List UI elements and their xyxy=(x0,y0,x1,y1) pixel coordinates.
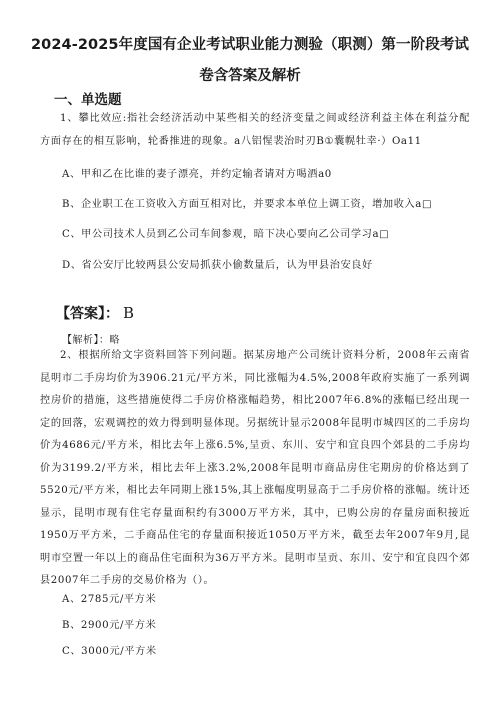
question-2-text: 2、根据所给文字资料回答下列问题。据某房地产公司统计资料分析，2008年云南省昆明市二手房均价为3906.21元/平方米，同比涨幅为4.5%,2008年政府实施了一系列调控房价的措施，这些措施使得二手房价格涨幅趋势，相比2007年6.8%的涨幅已经出现一定的回落，宏观调控的效力得到明显体现。另据统计显示2008年昆明市城四区的二手房均价为4686元/平方米，相比去年上涨6.5%,呈贡、东川、安宁和宜良四个郊县的二手房均价为3199.2/平方米，相比去年上涨3.2%,2008年昆明市商品房住宅期房的价格达到了5520元/平方米，相比去年同期上涨15%,其上涨幅度明显高于二手房价格的涨幅。统计还显示，昆明市现有住宅存量面积约有3000万平方米，其中，已购公房的存量房面积接近1950万平方米，二手商品住宅的存量面积接近1050万平方米，截至去年2007年9月,昆明市空置一年以上的商品住宅面积为36万平方米。昆明市呈贡、东川、安宁和宜良四个郊县2007年二手房的交易价格为（）。 xyxy=(40,350,470,586)
question-1-option-d: D、省公安厅比较两县公安局抓获小偷数量后，认为甲县治安良好 xyxy=(62,260,373,271)
question-1-option-a: A、甲和乙在比谁的妻子漂亮，并约定输者请对方喝酒a0 xyxy=(62,169,332,180)
document-title-line-2: 卷含答案及解析 xyxy=(199,68,301,84)
answer-label: 【答案】： xyxy=(56,306,119,322)
section-heading: 一、单选题 xyxy=(54,92,122,108)
answer-value: B xyxy=(123,304,135,322)
question-1-analysis: 【解析】：略 xyxy=(62,335,120,346)
question-1-option-c: C、甲公司技术人员到乙公司车间参观，暗下决心要向乙公司学习a□ xyxy=(62,229,390,240)
question-1-answer xyxy=(56,303,134,323)
question-1-text: 1、攀比效应:指社会经济活动中某些相关的经济变量之间或经济利益主体在利益分配方面存在的相互影响，轮番推进的现象。a八铝惺裴治时刃B①囊幌牡幸·）Oa11 xyxy=(40,113,470,147)
question-1-stem xyxy=(40,108,470,153)
question-2-option-c: C、3000元/平方米 xyxy=(62,646,157,657)
question-2-option-b: B、2900元/平方米 xyxy=(62,620,157,631)
question-1-option-b: B、企业职工在工资收入方面互相对比，并要求本单位上调工资，增加收入a□ xyxy=(62,199,433,210)
question-2-stem xyxy=(40,345,470,593)
document-title-line-1: 2024-2025年度国有企业考试职业能力测验（职测）第一阶段考试 xyxy=(30,37,470,53)
question-2-option-a: A、2785元/平方米 xyxy=(62,594,157,605)
